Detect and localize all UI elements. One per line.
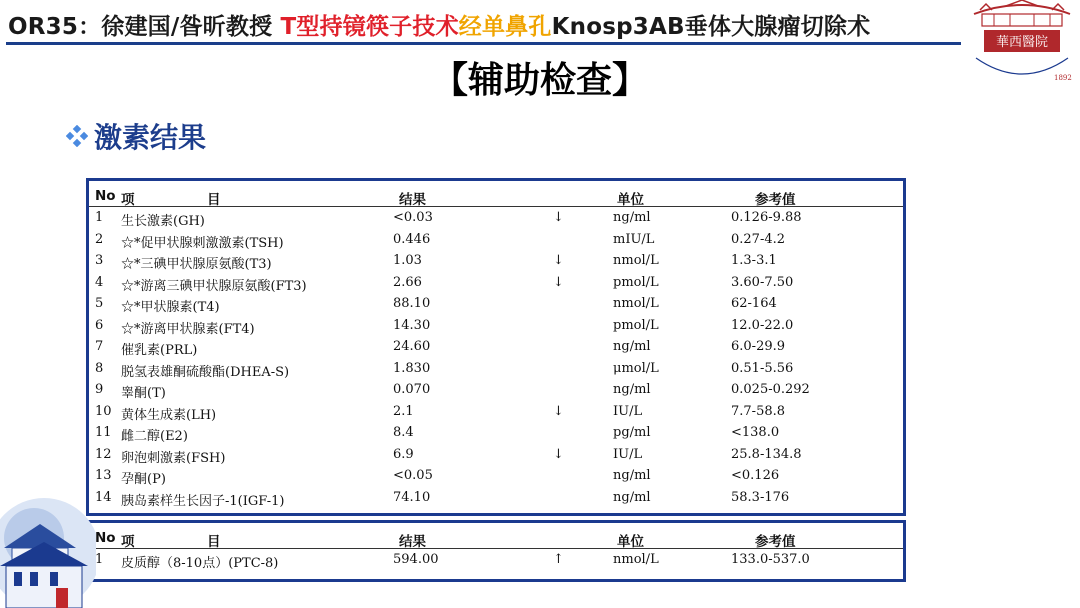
header-bar xyxy=(0,0,960,44)
header-item-1: 项 xyxy=(121,192,135,208)
unit: mIU/L xyxy=(613,231,655,247)
table-row xyxy=(89,251,903,273)
item-name: ☆*甲状腺素(T4) xyxy=(121,300,220,315)
table-row xyxy=(89,550,903,572)
title-part-4: Knosp3AB垂体大腺瘤切除术 xyxy=(551,14,871,40)
row-number: 7 xyxy=(95,339,104,354)
subtitle-text: 激素结果 xyxy=(94,121,207,154)
reference-range: 133.0-537.0 xyxy=(731,552,810,567)
item-name: 睾酮(T) xyxy=(121,386,166,401)
reference-range: 0.27-4.2 xyxy=(731,231,786,247)
result-value: <0.03 xyxy=(393,210,433,225)
item-name: ☆*游离甲状腺素(FT4) xyxy=(121,321,255,337)
row-number: 12 xyxy=(95,446,112,462)
trend-arrow-icon: ↓ xyxy=(553,403,564,419)
section-title: 【辅助检查】 xyxy=(431,60,648,101)
item-name: 脱氢表雄酮硫酸酯(DHEA-S) xyxy=(121,364,290,380)
table-row xyxy=(89,294,903,316)
result-value: 14.30 xyxy=(393,317,431,333)
logo-year: 1892 xyxy=(1054,74,1072,82)
item-name: 皮质醇（8-10点）(PTC-8) xyxy=(121,556,279,571)
result-value: <0.05 xyxy=(393,468,433,483)
table-row xyxy=(89,230,903,252)
header-item-2: 目 xyxy=(207,192,221,208)
row-number: 1 xyxy=(95,210,104,225)
item-name: 生长激素(GH) xyxy=(121,214,205,229)
table-row xyxy=(89,337,903,359)
result-value: 2.66 xyxy=(393,274,422,290)
table-header-row xyxy=(89,186,903,208)
header-item-1: 项 xyxy=(121,534,135,550)
result-value: 0.070 xyxy=(393,382,431,397)
row-number: 8 xyxy=(95,360,104,376)
table-row xyxy=(89,359,903,381)
result-value: 1.03 xyxy=(393,253,422,268)
table-header-row xyxy=(89,528,903,550)
table-row xyxy=(89,488,903,510)
result-value: 1.830 xyxy=(393,360,431,376)
reference-range: 12.0-22.0 xyxy=(731,317,794,333)
row-number: 14 xyxy=(95,489,112,505)
result-value: 594.00 xyxy=(393,552,439,567)
reference-range: 7.7-58.8 xyxy=(731,403,786,419)
row-number: 11 xyxy=(95,425,112,440)
reference-range: 62-164 xyxy=(731,296,777,311)
unit: nmol/L xyxy=(613,253,659,268)
table-row xyxy=(89,273,903,295)
table-row xyxy=(89,466,903,488)
trend-arrow-icon: ↓ xyxy=(553,210,564,225)
row-number: 2 xyxy=(95,231,104,247)
table-row xyxy=(89,380,903,402)
title-part-3: 经单鼻孔 xyxy=(458,14,552,40)
reference-range: 6.0-29.9 xyxy=(731,339,786,354)
table-row xyxy=(89,423,903,445)
reference-range: 25.8-134.8 xyxy=(731,446,802,462)
row-number: 4 xyxy=(95,274,104,290)
cortisol-table xyxy=(86,520,906,582)
unit: pg/ml xyxy=(613,425,651,440)
header-no: No xyxy=(95,530,116,546)
title-part-2: T型持镜筷子技术 xyxy=(280,14,459,40)
unit: ng/ml xyxy=(613,382,651,397)
table-row xyxy=(89,208,903,230)
item-name: ☆*游离三碘甲状腺原氨酸(FT3) xyxy=(121,278,307,294)
unit: pmol/L xyxy=(613,274,659,290)
item-name: 催乳素(PRL) xyxy=(121,343,198,358)
unit: ng/ml xyxy=(613,489,651,505)
unit: IU/L xyxy=(613,446,643,462)
row-number: 10 xyxy=(95,403,112,419)
reference-range: 58.3-176 xyxy=(731,489,790,505)
unit: nmol/L xyxy=(613,296,659,311)
reference-range: <0.126 xyxy=(731,468,780,483)
unit: nmol/L xyxy=(613,552,659,567)
table-row xyxy=(89,316,903,338)
header-separator xyxy=(89,548,903,549)
header-unit: 单位 xyxy=(617,192,644,208)
reference-range: 0.126-9.88 xyxy=(731,210,802,225)
subtitle xyxy=(66,116,206,156)
hormone-results-table xyxy=(86,178,906,516)
reference-range: 0.51-5.56 xyxy=(731,360,794,376)
row-number: 9 xyxy=(95,382,104,397)
row-number: 5 xyxy=(95,296,104,311)
reference-range: 0.025-0.292 xyxy=(731,382,810,397)
header-reference: 参考值 xyxy=(755,192,796,208)
reference-range: 3.60-7.50 xyxy=(731,274,794,290)
result-value: 0.446 xyxy=(393,231,431,247)
table-row xyxy=(89,402,903,424)
result-value: 88.10 xyxy=(393,296,431,311)
table-row xyxy=(89,445,903,467)
header-separator xyxy=(89,206,903,207)
item-name: ☆*三碘甲状腺原氨酸(T3) xyxy=(121,257,272,272)
unit: ng/ml xyxy=(613,339,651,354)
item-name: ☆*促甲状腺刺激激素(TSH) xyxy=(121,235,284,251)
result-value: 6.9 xyxy=(393,446,414,462)
header-item-2: 目 xyxy=(207,534,221,550)
row-number: 6 xyxy=(95,317,104,333)
header-unit: 单位 xyxy=(617,534,644,550)
trend-arrow-icon: ↓ xyxy=(553,253,564,268)
item-name: 雌二醇(E2) xyxy=(121,429,188,444)
result-value: 8.4 xyxy=(393,425,414,440)
row-number: 3 xyxy=(95,253,104,268)
hospital-building-illustration xyxy=(0,478,96,608)
trend-arrow-icon: ↓ xyxy=(553,274,564,290)
unit: pmol/L xyxy=(613,317,659,333)
unit: IU/L xyxy=(613,403,643,419)
result-value: 74.10 xyxy=(393,489,431,505)
item-name: 胰岛素样生长因子-1(IGF-1) xyxy=(121,493,285,509)
header-result: 结果 xyxy=(399,192,426,208)
unit: μmol/L xyxy=(613,360,659,376)
header-reference: 参考值 xyxy=(755,534,796,550)
unit: ng/ml xyxy=(613,210,651,225)
page-header-title xyxy=(8,8,870,41)
header-no: No xyxy=(95,188,116,204)
result-value: 24.60 xyxy=(393,339,431,354)
header-result: 结果 xyxy=(399,534,426,550)
trend-arrow-icon: ↓ xyxy=(553,446,564,462)
logo-text: 華西醫院 xyxy=(995,35,1049,50)
row-number: 1 xyxy=(95,552,104,567)
item-name: 孕酮(P) xyxy=(121,472,166,487)
result-value: 2.1 xyxy=(393,403,414,419)
unit: ng/ml xyxy=(613,468,651,483)
item-name: 卵泡刺激素(FSH) xyxy=(121,450,226,466)
diamond-bullet-icon xyxy=(66,125,88,147)
item-name: 黄体生成素(LH) xyxy=(121,407,217,423)
reference-range: 1.3-3.1 xyxy=(731,253,777,268)
row-number: 13 xyxy=(95,468,112,483)
reference-range: <138.0 xyxy=(731,425,780,440)
header-divider xyxy=(6,42,961,45)
trend-arrow-icon: ↑ xyxy=(553,552,564,567)
title-part-1: OR35：徐建国/昝昕教授 xyxy=(8,14,281,40)
